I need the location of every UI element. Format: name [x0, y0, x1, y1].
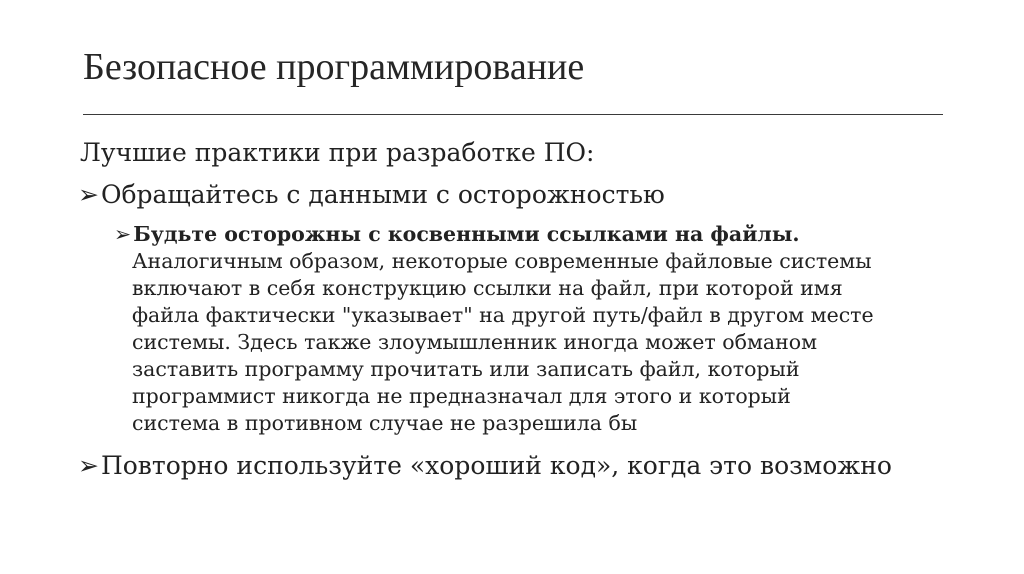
bullet-text: Повторно используйте «хороший код», когда это возможно	[100, 451, 892, 480]
sub-bullet-heading-row	[114, 221, 944, 248]
sub-bullet-line: система в противном случае не разрешила бы	[132, 411, 638, 435]
sub-bullet-line: включают в себя конструкцию ссылки на файл, при которой имя	[132, 276, 843, 300]
sub-bullet-line: заставить программу прочитать или записать файл, который	[132, 357, 800, 381]
sub-bullet-line: программист никогда не предназначал для этого и который	[132, 384, 791, 408]
intro-text: Лучшие практики при разработке ПО:	[80, 138, 595, 167]
bullet-item-data-care	[78, 180, 665, 210]
arrow-bullet-icon: ➢	[78, 180, 99, 209]
bullet-text: Обращайтесь с данными с осторожностью	[100, 180, 665, 209]
sub-bullet-line: файла фактически "указывает" на другой путь/файл в другом месте	[132, 303, 874, 327]
bullet-item-reuse-code	[78, 451, 892, 481]
sub-bullet-line: системы. Здесь также злоумышленник иногда может обманом	[132, 330, 818, 354]
sub-bullet-heading: Будьте осторожны с косвенными ссылками на файлы.	[133, 222, 800, 246]
slide-title: Безопасное программирование	[83, 46, 585, 88]
sub-bullet-file-links	[114, 221, 944, 437]
title-divider	[83, 114, 943, 115]
arrow-bullet-icon: ➢	[78, 451, 99, 480]
sub-bullet-line: Аналогичным образом, некоторые современные файловые системы	[132, 249, 872, 273]
arrow-bullet-icon: ➢	[114, 222, 132, 246]
sub-bullet-body	[132, 248, 944, 437]
